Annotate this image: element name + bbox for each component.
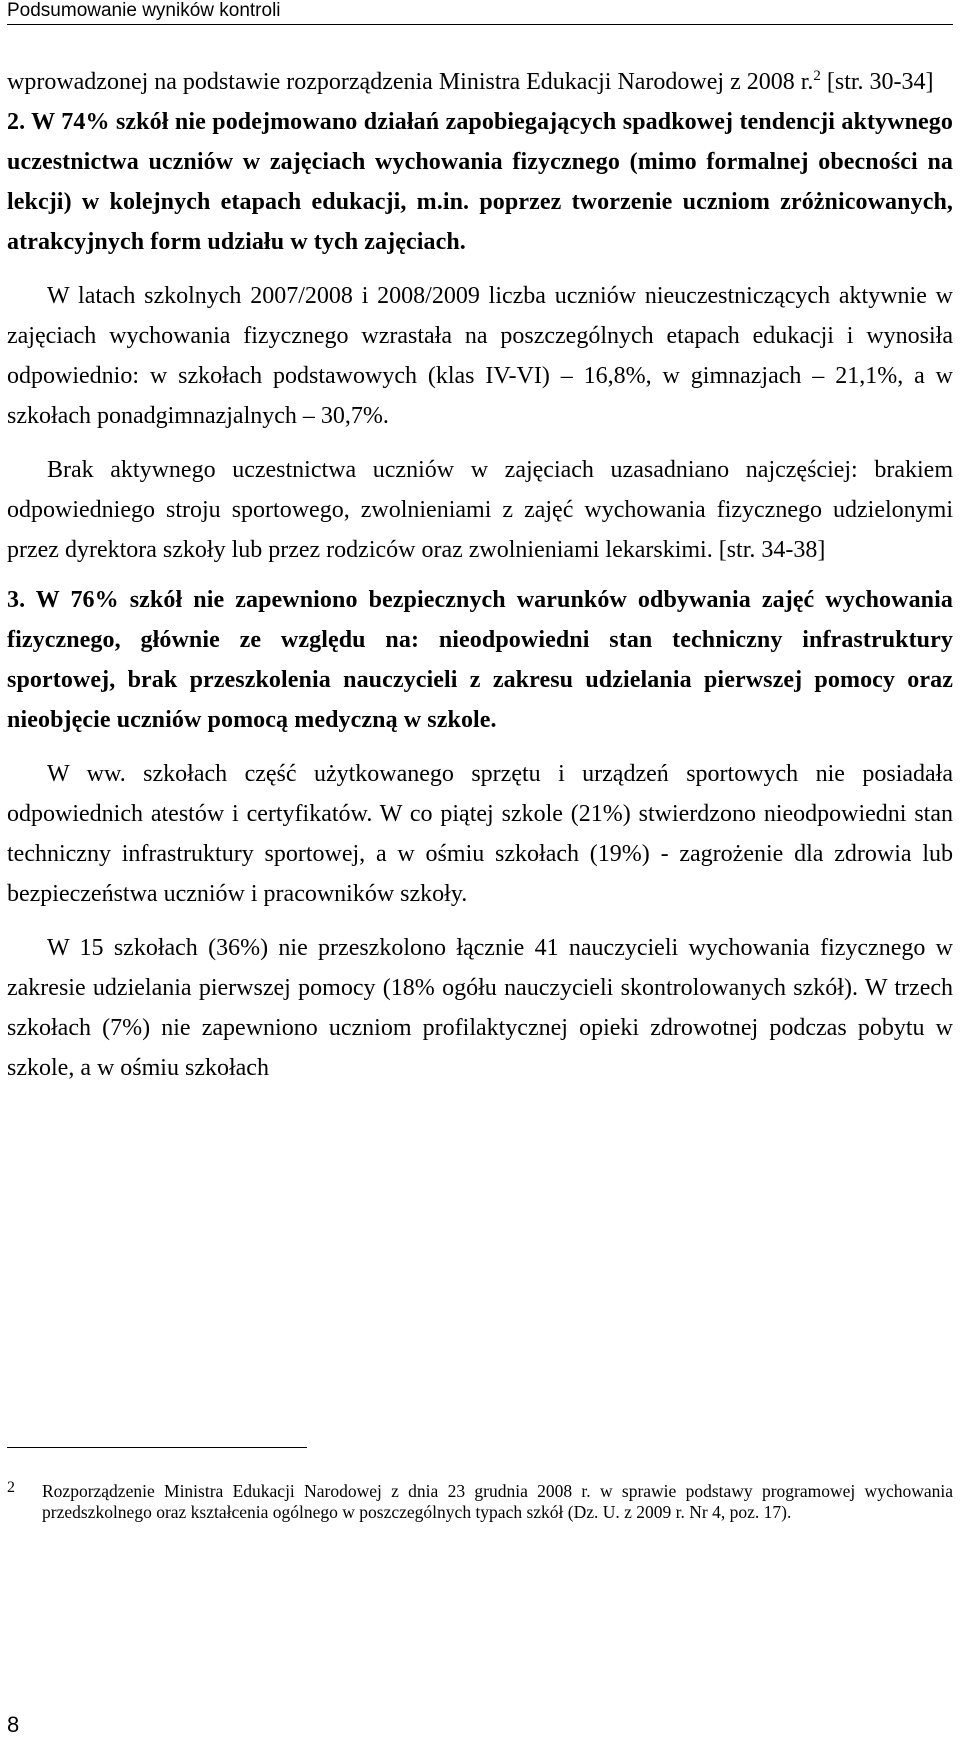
footnote-reference[interactable]: 2 bbox=[813, 68, 821, 84]
paragraph-statistics: W latach szkolnych 2007/2008 i 2008/2009 liczba uczniów nieuczestniczących aktywnie w zajęciach wychowania fizycznego wzrastała na poszczególnych etapach edukacji i wynosiła odpowiednio: w szkołach podstawowych (klas IV-VI) – 16,8%, w gimnazjach – 21,1%, a w szkołach ponadgimnazjalnych – 30,7%. bbox=[7, 283, 953, 429]
document-body bbox=[7, 62, 953, 1088]
footnote-separator bbox=[7, 1447, 307, 1448]
paragraph-reasons: Brak aktywnego uczestnictwa uczniów w zajęciach uzasadniano najczęściej: brakiem odpowiedniego stroju sportowego, zwolnieniami z zajęć wychowania fizycznego udzielonymi przez dyrektora szkoły lub przez rodziców oraz zwolnieniami lekarskimi. [str. 34-38] bbox=[7, 457, 953, 563]
paragraph-first-aid: W 15 szkołach (36%) nie przeszkolono łącznie 41 nauczycieli wychowania fizycznego w zakresie udzielania pierwszej pomocy (18% ogółu nauczycieli skontrolowanych szkół). W trzech szkołach (7%) nie zapewniono uczniom profilaktycznej opieki zdrowotnej podczas pobytu w szkole, a w ośmiu szkołach bbox=[7, 935, 953, 1081]
page-number: 8 bbox=[7, 1712, 20, 1737]
footnote-number: 2 bbox=[7, 1479, 15, 1496]
running-header bbox=[7, 0, 953, 25]
finding-3: 3. W 76% szkół nie zapewniono bezpiecznych warunków odbywania zajęć wychowania fizycznego, głównie ze względu na: nieodpowiedni stan techniczny infrastruktury sportowej, brak przeszkolenia nauczycieli z zakresu udzielania pierwszej pomocy oraz nieobjęcie uczniów pomocą medyczną w szkole. bbox=[7, 587, 953, 733]
header-title: Podsumowanie wyników kontroli bbox=[7, 0, 281, 21]
paragraph-equipment: W ww. szkołach część użytkowanego sprzętu i urządzeń sportowych nie posiadała odpowiednich atestów i certyfikatów. W co piątej szkole (21%) stwierdzono nieodpowiedni stan techniczny infrastruktury sportowej, a w ośmiu szkołach (19%) - zagrożenie dla zdrowia lub bezpieczeństwa uczniów i pracowników szkoły. bbox=[7, 761, 953, 907]
footnote-text: Rozporządzenie Ministra Edukacji Narodowej z dnia 23 grudnia 2008 r. w sprawie podstawy programowej wychowania przedszkolnego oraz kształcenia ogólnego w poszczególnych typach szkół (Dz. U. z 2009 r. Nr 4, poz. 17). bbox=[42, 1481, 953, 1522]
page-reference: [str. 30-34] bbox=[820, 69, 934, 95]
finding-2: 2. W 74% szkół nie podejmowano działań zapobiegających spadkowej tendencji aktywnego uczestnictwa uczniów w zajęciach wychowania fizycznego (mimo formalnej obecności na lekcji) w kolejnych etapach edukacji, m.in. poprzez tworzenie uczniom zróżnicowanych, atrakcyjnych form udziału w tych zajęciach. bbox=[7, 109, 953, 255]
footnote bbox=[7, 1481, 953, 1523]
paragraph-continuation bbox=[7, 62, 953, 102]
paragraph-text: wprowadzonej na podstawie rozporządzenia Ministra Edukacji Narodowej z 2008 r. bbox=[7, 69, 814, 95]
